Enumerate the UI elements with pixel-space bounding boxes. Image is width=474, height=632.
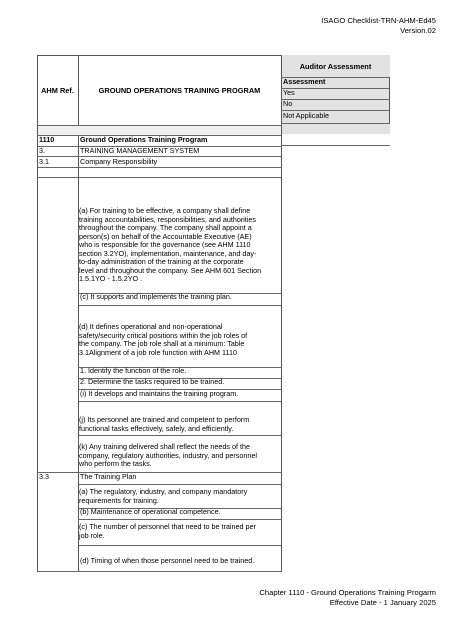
assessment-line	[281, 88, 390, 89]
row-title-training-plan: The Training Plan	[80, 472, 137, 481]
requirement-k-line: who perform the tasks.	[79, 459, 152, 469]
document-id: ISAGO Checklist-TRN-AHM-Ed45	[321, 16, 436, 25]
assessment-title: Assessment	[283, 77, 326, 86]
requirement-a-line: throughout the company. The company shall appoint a	[79, 223, 252, 233]
requirement-d-line: the company. The job role shall at a minimum: Table	[79, 339, 245, 349]
assessment-option-not-applicable[interactable]: Not Applicable	[283, 111, 329, 120]
requirement-a-line: section 3.2YO), implementation, maintenance, and day-	[79, 248, 257, 258]
row-line	[38, 167, 282, 168]
row-title-company-responsibility: Company Responsibility	[80, 157, 158, 166]
requirement-a-line: who is responsible for the governance (see AHM 1110	[79, 240, 251, 250]
plan-requirement-a	[79, 488, 279, 505]
requirement-d	[79, 323, 279, 357]
plan-requirement-d: (d) Timing of when those personnel need to be trained.	[80, 556, 255, 565]
row-line	[38, 125, 282, 126]
column-divider-program	[281, 56, 282, 572]
requirement-k	[79, 443, 279, 469]
document-version: Version.02	[400, 26, 436, 35]
table-bottom-border	[37, 571, 281, 572]
assessment-divider	[389, 77, 390, 123]
row-line	[78, 519, 282, 520]
row-line	[38, 177, 282, 178]
requirement-a-line: person(s) on behalf of the Accountable Executive (AE)	[79, 231, 252, 241]
requirement-c: (c) It supports and implements the training plan.	[80, 292, 232, 301]
spacer-row	[38, 125, 281, 135]
requirement-j-line: (j) Its personnel are trained and competent to perform	[79, 415, 250, 424]
section-title: Ground Operations Training Program	[80, 135, 208, 144]
requirement-a-line: to-day administration of the training at the corporate	[79, 257, 244, 267]
column-header-program: GROUND OPERATIONS TRAINING PROGRAM	[98, 86, 261, 95]
row-line	[38, 472, 282, 473]
assessment-option-yes[interactable]: Yes	[283, 88, 295, 97]
plan-requirement-b: (b) Maintenance of operational competence.	[80, 507, 221, 516]
row-ref-3: 3.	[39, 146, 45, 155]
assessment-line	[281, 99, 390, 100]
plan-requirement-c-line: (c) The number of personnel that need to be trained per	[79, 522, 256, 531]
auditor-assessment-heading: Auditor Assessment	[299, 62, 372, 71]
plan-requirement-a-line: requirements for training.	[79, 495, 159, 505]
requirement-a-line: 1.5.1YO - 1.5.2YO .	[79, 274, 143, 284]
row-line	[78, 401, 282, 402]
row-title-training-management: TRAINING MANAGEMENT SYSTEM	[80, 146, 200, 155]
plan-requirement-a-line: (a) The regulatory, industry, and company mandatory	[79, 487, 248, 496]
page-header	[321, 16, 436, 36]
requirement-k-line: company, regulatory authorities, industry, and personnel	[79, 450, 257, 460]
row-line	[38, 156, 282, 157]
assessment-option-no[interactable]: No	[283, 99, 293, 108]
footer-effective-date: Effective Date - 1 January 2025	[329, 598, 436, 607]
requirement-a-line: training accountabilities, responsibilities, and authorities	[79, 214, 256, 224]
requirement-d-line: safety/security critical positions within the job roles of	[79, 330, 248, 340]
assessment-line	[281, 123, 390, 124]
row-line	[78, 545, 282, 546]
row-line	[78, 435, 282, 436]
row-line	[78, 484, 282, 485]
requirement-j	[79, 416, 279, 433]
footer-chapter: Chapter 1110 - Ground Operations Training Progarm	[259, 588, 436, 597]
requirement-d-item-1: 1. Identify the function of the role.	[80, 366, 187, 375]
requirement-a-line: (a) For training to be effective, a company shall define	[79, 206, 251, 215]
row-line	[78, 305, 282, 306]
requirement-j-line: functional tasks effectively, safely, and efficiently.	[79, 423, 234, 433]
requirement-k-line: (k) Any training delivered shall reflect the needs of the	[79, 442, 250, 451]
section-ref: 1110	[39, 135, 55, 144]
page-footer	[259, 588, 436, 608]
column-header-ref: AHM Ref.	[41, 86, 74, 95]
requirement-d-item-2: 2. Determine the tasks required to be trained.	[80, 377, 225, 386]
requirement-d-line: (d) It defines operational and non-operational	[79, 322, 223, 331]
row-ref-3-3: 3.3	[39, 472, 49, 481]
assessment-line	[281, 145, 390, 146]
plan-requirement-c-line: job role.	[79, 530, 105, 540]
row-ref-3-1: 3.1	[39, 157, 49, 166]
requirement-a-line: level and throughout the company. See AHM 601 Section	[79, 265, 262, 275]
plan-requirement-c	[79, 523, 279, 540]
requirement-a	[79, 207, 279, 284]
requirement-i: (i) It develops and maintains the training program.	[80, 389, 239, 398]
requirement-d-line: 3.1Alignment of a job role function with AHM 1110	[79, 347, 237, 357]
